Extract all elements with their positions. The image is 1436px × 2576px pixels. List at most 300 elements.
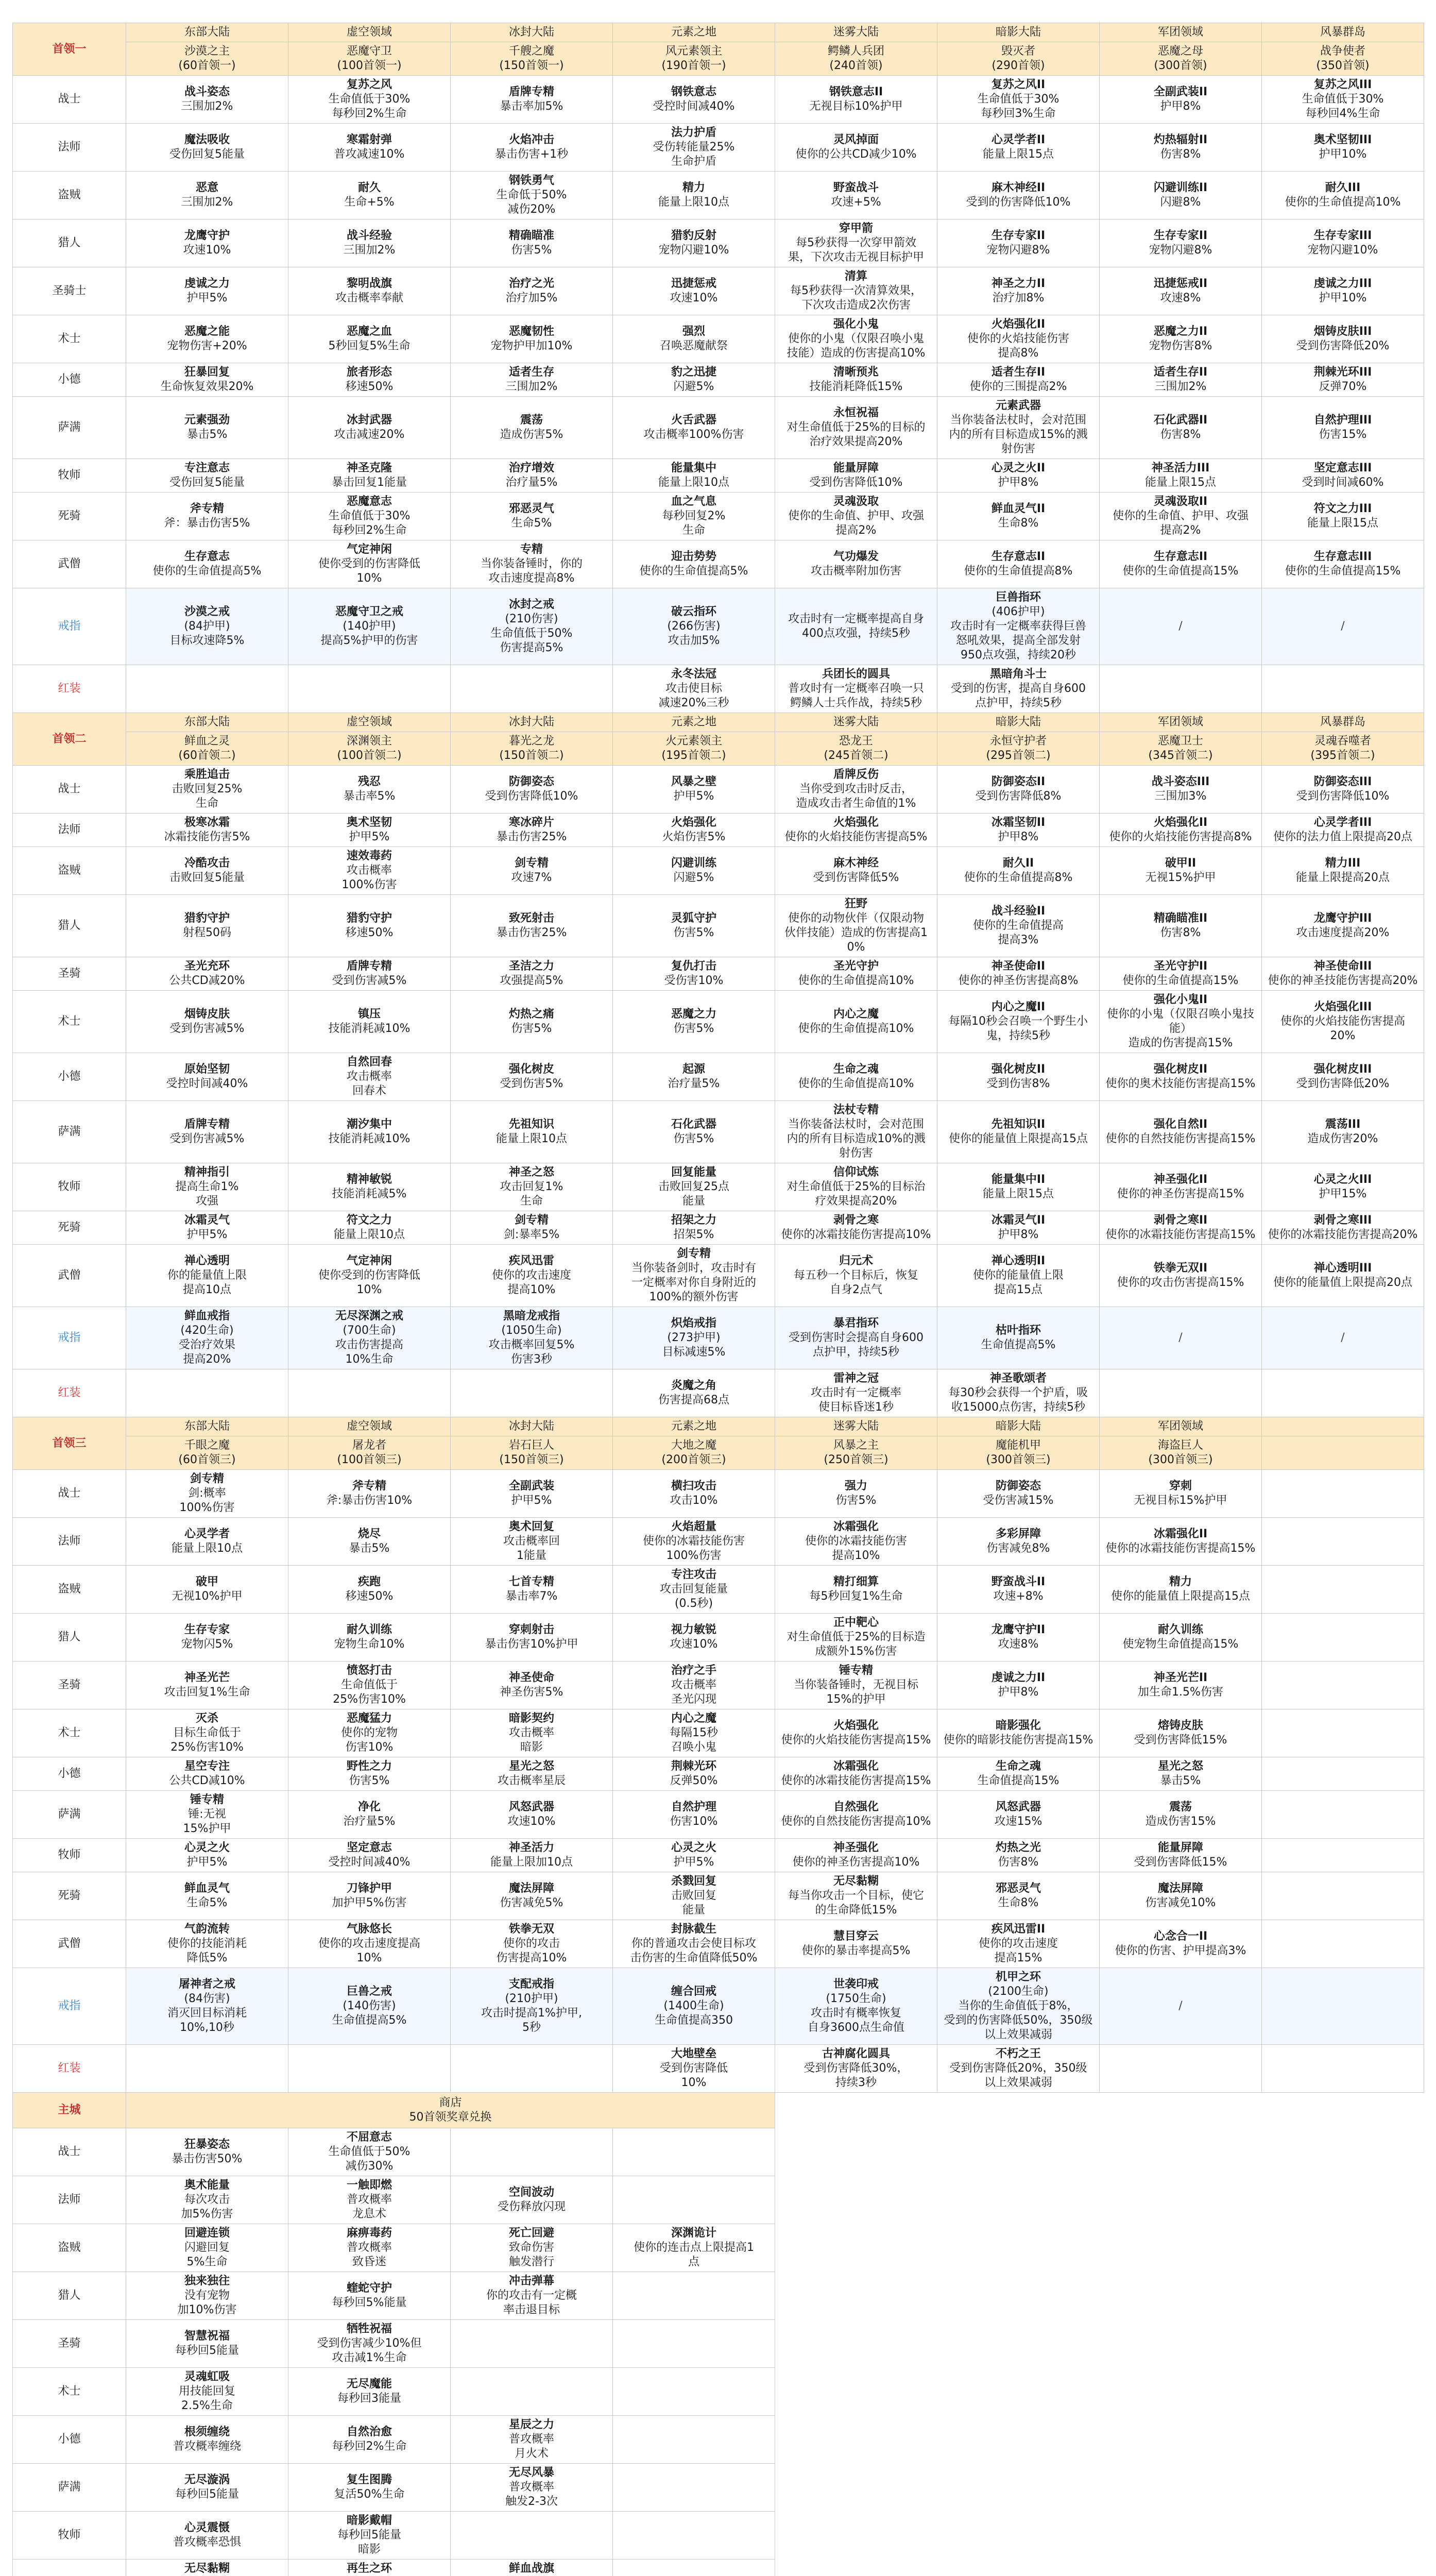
skill-desc: 闪避5% (673, 871, 714, 884)
skill-name: 恶魔之能 (184, 325, 230, 338)
skill-desc: 攻击概率附加伤害 (810, 565, 901, 578)
skill-cell (126, 124, 288, 172)
skill-desc: 攻击减速20% (334, 428, 405, 441)
skill-name: 乘胜追击 (184, 768, 230, 781)
skill-desc: 三围加2% (181, 100, 233, 113)
skill-name: 麻木神经II (991, 181, 1046, 194)
skill-cell (451, 1614, 613, 1662)
class-name: 戒指 (13, 1968, 126, 2045)
skill-desc: 无视目标15%护甲 (1134, 1494, 1227, 1507)
skill-desc: (84伤害) 消灭回目标消耗 10%,10秒 (167, 1992, 247, 2034)
blank-cell (1100, 2224, 1262, 2272)
skill-cell (775, 1470, 937, 1518)
area-name: 东部大陆 (126, 713, 288, 732)
skill-desc: 受到伤害降低10% (485, 790, 578, 803)
skill-cell (451, 1369, 613, 1417)
skill-cell (288, 1101, 451, 1163)
skill-cell (1100, 1053, 1262, 1101)
skill-desc: 生命5% (511, 517, 552, 530)
skill-cell (1100, 315, 1262, 363)
skill-cell (1100, 1709, 1262, 1757)
skill-name: 信仰试炼 (833, 1166, 879, 1179)
skill-name: 元素强劲 (184, 414, 230, 427)
class-name: 猎人 (13, 2272, 126, 2320)
skill-name: 龙鹰守护 (184, 229, 230, 242)
skill-cell (1262, 1053, 1424, 1101)
skill-cell (288, 267, 451, 315)
skill-desc: 攻击10% (670, 1494, 718, 1507)
skill-cell (1100, 991, 1262, 1053)
skill-name: 恶意 (195, 181, 218, 194)
skill-cell (288, 1053, 451, 1101)
skill-cell (775, 1369, 937, 1417)
skill-cell (451, 814, 613, 847)
skill-name: 能量集中 (671, 462, 716, 474)
skill-desc: / (1341, 620, 1345, 633)
skill-name: 野性之力 (346, 1760, 392, 1773)
skill-name: 坚定意志 (346, 1841, 392, 1854)
skill-desc: (1750生命) 攻击时有概率恢复 自身3600点生命值 (808, 1992, 904, 2034)
skill-desc: 受到伤害5% (500, 1077, 563, 1090)
skill-name: 震荡III (1325, 1118, 1361, 1131)
skill-cell (613, 1101, 775, 1163)
skill-cell (1100, 1101, 1262, 1163)
skill-name: 不屈意志 (346, 2131, 392, 2144)
skill-cell (126, 1791, 288, 1839)
skill-name: 专精 (520, 543, 543, 556)
blank-cell (1262, 2128, 1424, 2176)
skill-name: 耐久训练 (346, 1623, 392, 1636)
skill-cell (613, 1053, 775, 1101)
class-row (13, 1757, 1424, 1791)
skill-cell (1262, 1470, 1424, 1518)
skill-desc: 攻击概率 回春术 (346, 1070, 392, 1097)
boss-name: 永恒守护者 (295首领二) (937, 732, 1100, 766)
skill-cell (1262, 459, 1424, 493)
class-name: 小德 (13, 2416, 126, 2464)
skill-name: 潮汐集中 (346, 1118, 392, 1131)
skill-cell (613, 1662, 775, 1709)
skill-name: 极寒冰霜 (184, 816, 230, 829)
skill-desc: 宠物闪避8% (986, 244, 1050, 257)
skill-name: 自然护理III (1313, 414, 1372, 427)
skill-name: 狂野 (844, 897, 867, 910)
skill-name: 火焰强化 (671, 816, 716, 829)
skill-desc: 暴击伤害50% (172, 2153, 243, 2165)
boss-header-row (13, 42, 1424, 76)
skill-desc: 受到的伤害，提高自身600 点护甲，持续5秒 (951, 682, 1086, 709)
skill-desc: 造成伤害20% (1307, 1132, 1378, 1145)
skill-desc: 受到伤害降低 10% (659, 2062, 728, 2089)
skill-cell (126, 1470, 288, 1518)
skill-desc: 受控时间减40% (166, 1077, 248, 1090)
skill-desc: 用技能回复 2.5%生命 (178, 2385, 235, 2412)
class-name: 圣骑 (13, 1662, 126, 1709)
skill-name: 生存意志II (991, 550, 1046, 563)
skill-name: 生存专家II (1153, 229, 1208, 242)
skill-name: 符文之力III (1313, 502, 1372, 515)
skill-desc: 每秒回5%能量 (332, 2296, 407, 2309)
skill-desc: 每秒回2%生命 (332, 2440, 407, 2453)
skill-cell (1100, 665, 1262, 713)
skill-name: 迎击势势 (671, 550, 716, 563)
skill-name: 风怒武器 (995, 1801, 1041, 1814)
area-name: 军团领域 (1100, 23, 1262, 42)
skill-name: 盾牌专精 (184, 1118, 230, 1131)
skill-desc: 生命值低于30% 每秒回2%生命 (328, 510, 411, 537)
skill-desc: 攻击概率100%伤害 (643, 428, 744, 441)
skill-name: 虔诚之力II (991, 1671, 1046, 1684)
skill-desc: 生命低于50% 减伤20% (496, 189, 567, 216)
skill-cell (451, 1757, 613, 1791)
skill-desc: 护甲8% (998, 1686, 1039, 1699)
skill-cell (288, 588, 451, 665)
skill-desc: (210护甲) 攻击时提高1%护甲, 5秒 (481, 1992, 582, 2034)
class-name: 红装 (13, 665, 126, 713)
class-row (13, 1518, 1424, 1566)
skill-cell (288, 1757, 451, 1791)
blank-cell (1262, 2272, 1424, 2320)
skill-desc: 受伤害10% (664, 974, 724, 987)
skill-name: 独来独往 (184, 2275, 230, 2287)
skill-cell (451, 1791, 613, 1839)
skill-desc: 伤害8% (998, 1856, 1039, 1869)
skill-name: 冰霜灵气 (184, 1214, 230, 1227)
skill-cell (937, 315, 1100, 363)
skill-desc: 生命值低于 25%伤害10% (333, 1679, 406, 1706)
skill-cell (937, 397, 1100, 459)
skill-name: 冰霜灵气II (991, 1214, 1046, 1227)
skill-desc: 伤害5% (673, 1022, 714, 1035)
skill-name: 生命之魂 (833, 1063, 879, 1076)
skill-cell (613, 363, 775, 397)
skill-desc: 生命值低于30% 每秒回4%生命 (1302, 93, 1384, 120)
shop-skill-cell (613, 2224, 775, 2272)
skill-name: 强化树皮II (991, 1063, 1046, 1076)
boss-name: 风暴之主 (250首领三) (775, 1436, 937, 1470)
skill-cell (937, 957, 1100, 991)
skill-desc: 生命值低于50% 减伤30% (328, 2145, 411, 2173)
class-row (13, 1307, 1424, 1369)
skill-name: 锤专精 (190, 1793, 224, 1806)
skill-name: 智慧祝福 (184, 2330, 230, 2343)
class-name: 法师 (13, 1518, 126, 1566)
skill-cell (1100, 540, 1262, 588)
blank-cell (775, 2368, 937, 2416)
skill-cell (775, 1518, 937, 1566)
skill-name: 疾风迅雷 (508, 1255, 554, 1267)
skill-desc: 攻击速度提高20% (1296, 926, 1390, 939)
skill-name: 心灵之火III (1313, 1173, 1372, 1186)
class-row (13, 397, 1424, 459)
skill-cell (937, 847, 1100, 895)
skill-desc: 受到伤害降低15% (1134, 1734, 1227, 1747)
skill-desc: 使你的技能消耗 降低5% (167, 1937, 247, 1964)
skill-desc: 受到伤害8% (986, 1077, 1050, 1090)
skill-cell (126, 895, 288, 957)
skill-desc: 神圣伤害5% (500, 1686, 563, 1699)
boss-header-row (13, 1436, 1424, 1470)
skill-desc: 能量上限10点 (496, 1132, 567, 1145)
skill-cell (126, 1245, 288, 1307)
skill-desc: 治疗加5% (505, 292, 558, 304)
skill-name: 精确瞄准 (508, 229, 554, 242)
class-name: 牧师 (13, 1839, 126, 1872)
skill-cell (937, 1839, 1100, 1872)
skill-desc: 伤害8% (1160, 428, 1201, 441)
skill-name: 强化自然II (1153, 1118, 1208, 1131)
skill-cell (613, 315, 775, 363)
skill-cell (451, 1307, 613, 1369)
skill-desc: 攻速10% (183, 244, 231, 257)
skill-cell (775, 957, 937, 991)
skill-desc: 宠物护甲加10% (490, 340, 573, 352)
skill-desc: 普攻减速10% (334, 148, 405, 161)
skill-cell (126, 1163, 288, 1211)
skill-cell (613, 766, 775, 814)
skill-desc: (210伤害) 生命值低于50% 伤害提高5% (490, 613, 573, 654)
skill-desc: 攻速10% (670, 1638, 718, 1651)
skill-cell (775, 1757, 937, 1791)
skill-cell (1262, 895, 1424, 957)
class-name: 武僧 (13, 1920, 126, 1968)
skill-name: 暗影戴帽 (346, 2514, 392, 2527)
skill-desc: 普攻概率 触发2-3次 (505, 2481, 558, 2508)
shop-skill-cell (288, 2272, 451, 2320)
skill-cell (775, 493, 937, 540)
class-row (13, 1872, 1424, 1920)
skill-desc: 公共CD减10% (169, 1774, 245, 1787)
skill-desc: 护甲5% (349, 831, 390, 843)
skill-desc: 三围加2% (1154, 380, 1207, 393)
skill-desc: (140伤害) 生命值提高5% (332, 1999, 407, 2027)
skill-cell (1100, 1662, 1262, 1709)
skill-desc: / (1178, 1331, 1183, 1344)
shop-skill-cell (126, 2464, 288, 2512)
skill-name: 盾牌反伤 (833, 768, 879, 781)
skill-desc: 使你的火焰技能伤害提高5% (784, 831, 928, 843)
skill-name: 自然护理 (671, 1801, 716, 1814)
skill-cell (451, 957, 613, 991)
shop-skill-cell (126, 2416, 288, 2464)
shop-header-row (13, 2093, 1424, 2128)
skill-name: 专注意志 (184, 462, 230, 474)
skill-desc: 受控时间减40% (653, 100, 735, 113)
skill-name: 生存专家III (1313, 229, 1372, 242)
skill-cell (1262, 1920, 1424, 1968)
skill-name: 无尽黏糊 (833, 1875, 879, 1888)
skill-desc: 三围加2% (343, 244, 396, 257)
skill-name: 龙鹰守护II (991, 1623, 1046, 1636)
skill-desc: 攻击概率奉献 (335, 292, 403, 304)
skill-name: 野蛮战斗II (991, 1575, 1046, 1588)
skill-name: 刀锋护甲 (346, 1882, 392, 1895)
skill-desc: 暴击5% (349, 1542, 390, 1555)
skill-desc: 每隔15秒 召唤小鬼 (670, 1726, 718, 1754)
skill-cell (288, 124, 451, 172)
skill-desc: 每5秒回复1%生命 (809, 1590, 903, 1603)
skill-name: 无尽漩涡 (184, 2473, 230, 2486)
skill-name: 自然治愈 (346, 2426, 392, 2438)
shop-skill-cell (613, 2128, 775, 2176)
blank-cell (1100, 2368, 1262, 2416)
blank-cell (1100, 2128, 1262, 2176)
skill-cell (613, 1757, 775, 1791)
skill-cell (1262, 1369, 1424, 1417)
skill-desc: (420生命) 受治疗效果 提高20% (178, 1324, 235, 1366)
skill-name: 枯叶指环 (995, 1324, 1041, 1337)
skill-name: 全副武装 (508, 1480, 554, 1493)
skill-desc: 伤害5% (673, 1132, 714, 1145)
skill-desc: 移速50% (345, 1590, 394, 1603)
blank-cell (937, 2512, 1100, 2560)
skill-cell (1262, 1163, 1424, 1211)
shop-skill-cell (613, 2464, 775, 2512)
skill-desc: 提高生命1% 攻强 (175, 1180, 239, 1208)
skill-name: 清算 (844, 270, 867, 283)
skill-name: 震荡 (520, 414, 543, 427)
skill-cell (613, 1709, 775, 1757)
skill-cell (937, 1470, 1100, 1518)
skill-desc: 斧:暴击伤害10% (326, 1494, 413, 1507)
skill-cell (613, 588, 775, 665)
skill-name: 豹之迅捷 (671, 366, 716, 379)
skill-name: 灼热辐射II (1153, 133, 1208, 146)
class-row (13, 1839, 1424, 1872)
skill-name: 先祖知识 (508, 1118, 554, 1131)
area-name: 元素之地 (613, 23, 775, 42)
skill-name: 神圣之力II (991, 277, 1046, 290)
skill-name: 冰霜坚韧II (991, 816, 1046, 829)
skill-desc: 使你的火焰技能伤害提高15% (781, 1734, 931, 1747)
skill-name: 招架之力 (671, 1214, 716, 1227)
skill-name: 火焰冲击 (508, 133, 554, 146)
skill-name: 清晰预兆 (833, 366, 879, 379)
skill-desc: 使你受到的伤害降低 10% (318, 557, 420, 585)
skill-name: 战斗经验 (346, 229, 392, 242)
class-name: 盗贼 (13, 847, 126, 895)
skill-cell (613, 991, 775, 1053)
skill-name: 自然强化 (833, 1801, 879, 1814)
shop-row (13, 2320, 1424, 2368)
skill-name: 先祖知识II (991, 1118, 1046, 1131)
skill-desc: 生命值提高5% (981, 1338, 1056, 1351)
skill-desc: 加护甲5%伤害 (332, 1896, 407, 1909)
skill-desc: 对生命值低于25%的目标的 治疗效果提高20% (787, 421, 926, 448)
skill-name: 精确瞄准II (1153, 912, 1208, 925)
skill-desc: 使你的小鬼（仅限召唤小鬼技能） 造成的伤害提高15% (1106, 1008, 1254, 1049)
class-row (13, 1245, 1424, 1307)
skill-desc: 受到时间减60% (1302, 476, 1384, 489)
skill-desc: 使你的生命值提高10% (798, 974, 914, 987)
skill-desc: 受到伤害减少10%但 攻击减1%生命 (317, 2337, 422, 2364)
shop-skill-cell (288, 2176, 451, 2224)
class-name: 猎人 (13, 219, 126, 267)
skill-cell (775, 540, 937, 588)
skill-cell (288, 459, 451, 493)
skill-name: 不朽之王 (995, 2047, 1041, 2060)
area-name: 冰封大陆 (451, 1417, 613, 1436)
skill-name: 镇压 (357, 1008, 381, 1021)
skill-name: 火焰强化III (1313, 1001, 1372, 1013)
blank-cell (1262, 2560, 1424, 2576)
shop-row (13, 2272, 1424, 2320)
skill-desc: 生命值提高15% (977, 1774, 1059, 1787)
skill-cell (1262, 315, 1424, 363)
skill-cell (288, 1566, 451, 1614)
skill-desc: 生命5% (186, 1896, 228, 1909)
boss-name: 灵魂吞噬者 (395首领二) (1262, 732, 1424, 766)
skill-desc: 当你装备锤时，无视目标 15%的护甲 (793, 1679, 918, 1706)
skill-name: 内心之魔 (671, 1712, 716, 1725)
skill-name: 强烈 (682, 325, 705, 338)
skill-cell (451, 1518, 613, 1566)
skill-cell (1100, 588, 1262, 665)
skill-name: 神圣活力 (508, 1841, 554, 1854)
skill-desc: 受到伤害减5% (169, 1132, 245, 1145)
skill-desc: 使你的自然技能伤害提高10% (781, 1815, 931, 1828)
skill-cell (288, 1920, 451, 1968)
skill-desc: (140护甲) 提高5%护甲的伤害 (320, 620, 418, 647)
skill-cell (1100, 459, 1262, 493)
skill-desc: 能量上限10点 (658, 196, 729, 209)
skill-name: 熔铸皮肤 (1157, 1719, 1203, 1732)
shop-row (13, 2560, 1424, 2576)
skill-cell (451, 363, 613, 397)
boss-name: 鳄鳞人兵团 (240首领) (775, 42, 937, 76)
skill-cell (775, 1163, 937, 1211)
skill-desc: 治疗加8% (992, 292, 1045, 304)
skill-desc: 能量上限加10点 (490, 1856, 573, 1869)
skill-desc: 宠物闪避10% (1307, 244, 1378, 257)
skill-name: 猎豹守护 (346, 912, 392, 925)
shop-row (13, 2224, 1424, 2272)
skill-name: 再生之环 (346, 2562, 392, 2575)
class-row (13, 1709, 1424, 1757)
shop-skill-cell (451, 2560, 613, 2576)
spreadsheet (12, 23, 1424, 2576)
skill-cell (1100, 1470, 1262, 1518)
skill-cell (288, 1968, 451, 2045)
skill-name: 法力护盾 (671, 126, 716, 139)
skill-cell (1262, 540, 1424, 588)
skill-name: 内心之魔 (833, 1008, 879, 1021)
skill-name: 耐久III (1325, 181, 1361, 194)
blank-cell (937, 2416, 1100, 2464)
area-name: 迷雾大陆 (775, 713, 937, 732)
class-row (13, 1101, 1424, 1163)
skill-cell (126, 814, 288, 847)
skill-desc: 使你的奥术技能伤害提高15% (1105, 1077, 1256, 1090)
class-row (13, 2045, 1424, 2093)
blank-cell (937, 2224, 1100, 2272)
skill-cell (613, 814, 775, 847)
skill-desc: 移速50% (345, 926, 394, 939)
shop-skill-cell (288, 2560, 451, 2576)
class-row (13, 363, 1424, 397)
skill-cell (613, 1839, 775, 1872)
skill-name: 防御姿态II (991, 775, 1046, 788)
skill-name: 火焰强化II (991, 318, 1046, 331)
skill-cell (126, 766, 288, 814)
skill-name: 强力 (844, 1480, 867, 1493)
class-row (13, 267, 1424, 315)
skill-name: 耐久训练 (1157, 1623, 1203, 1636)
skill-name: 灼热之痛 (508, 1008, 554, 1021)
skill-desc: 能量上限15点 (1145, 476, 1216, 489)
skill-desc: 使你的冰霜技能伤害提高15% (1105, 1228, 1256, 1241)
skill-cell (1100, 1791, 1262, 1839)
